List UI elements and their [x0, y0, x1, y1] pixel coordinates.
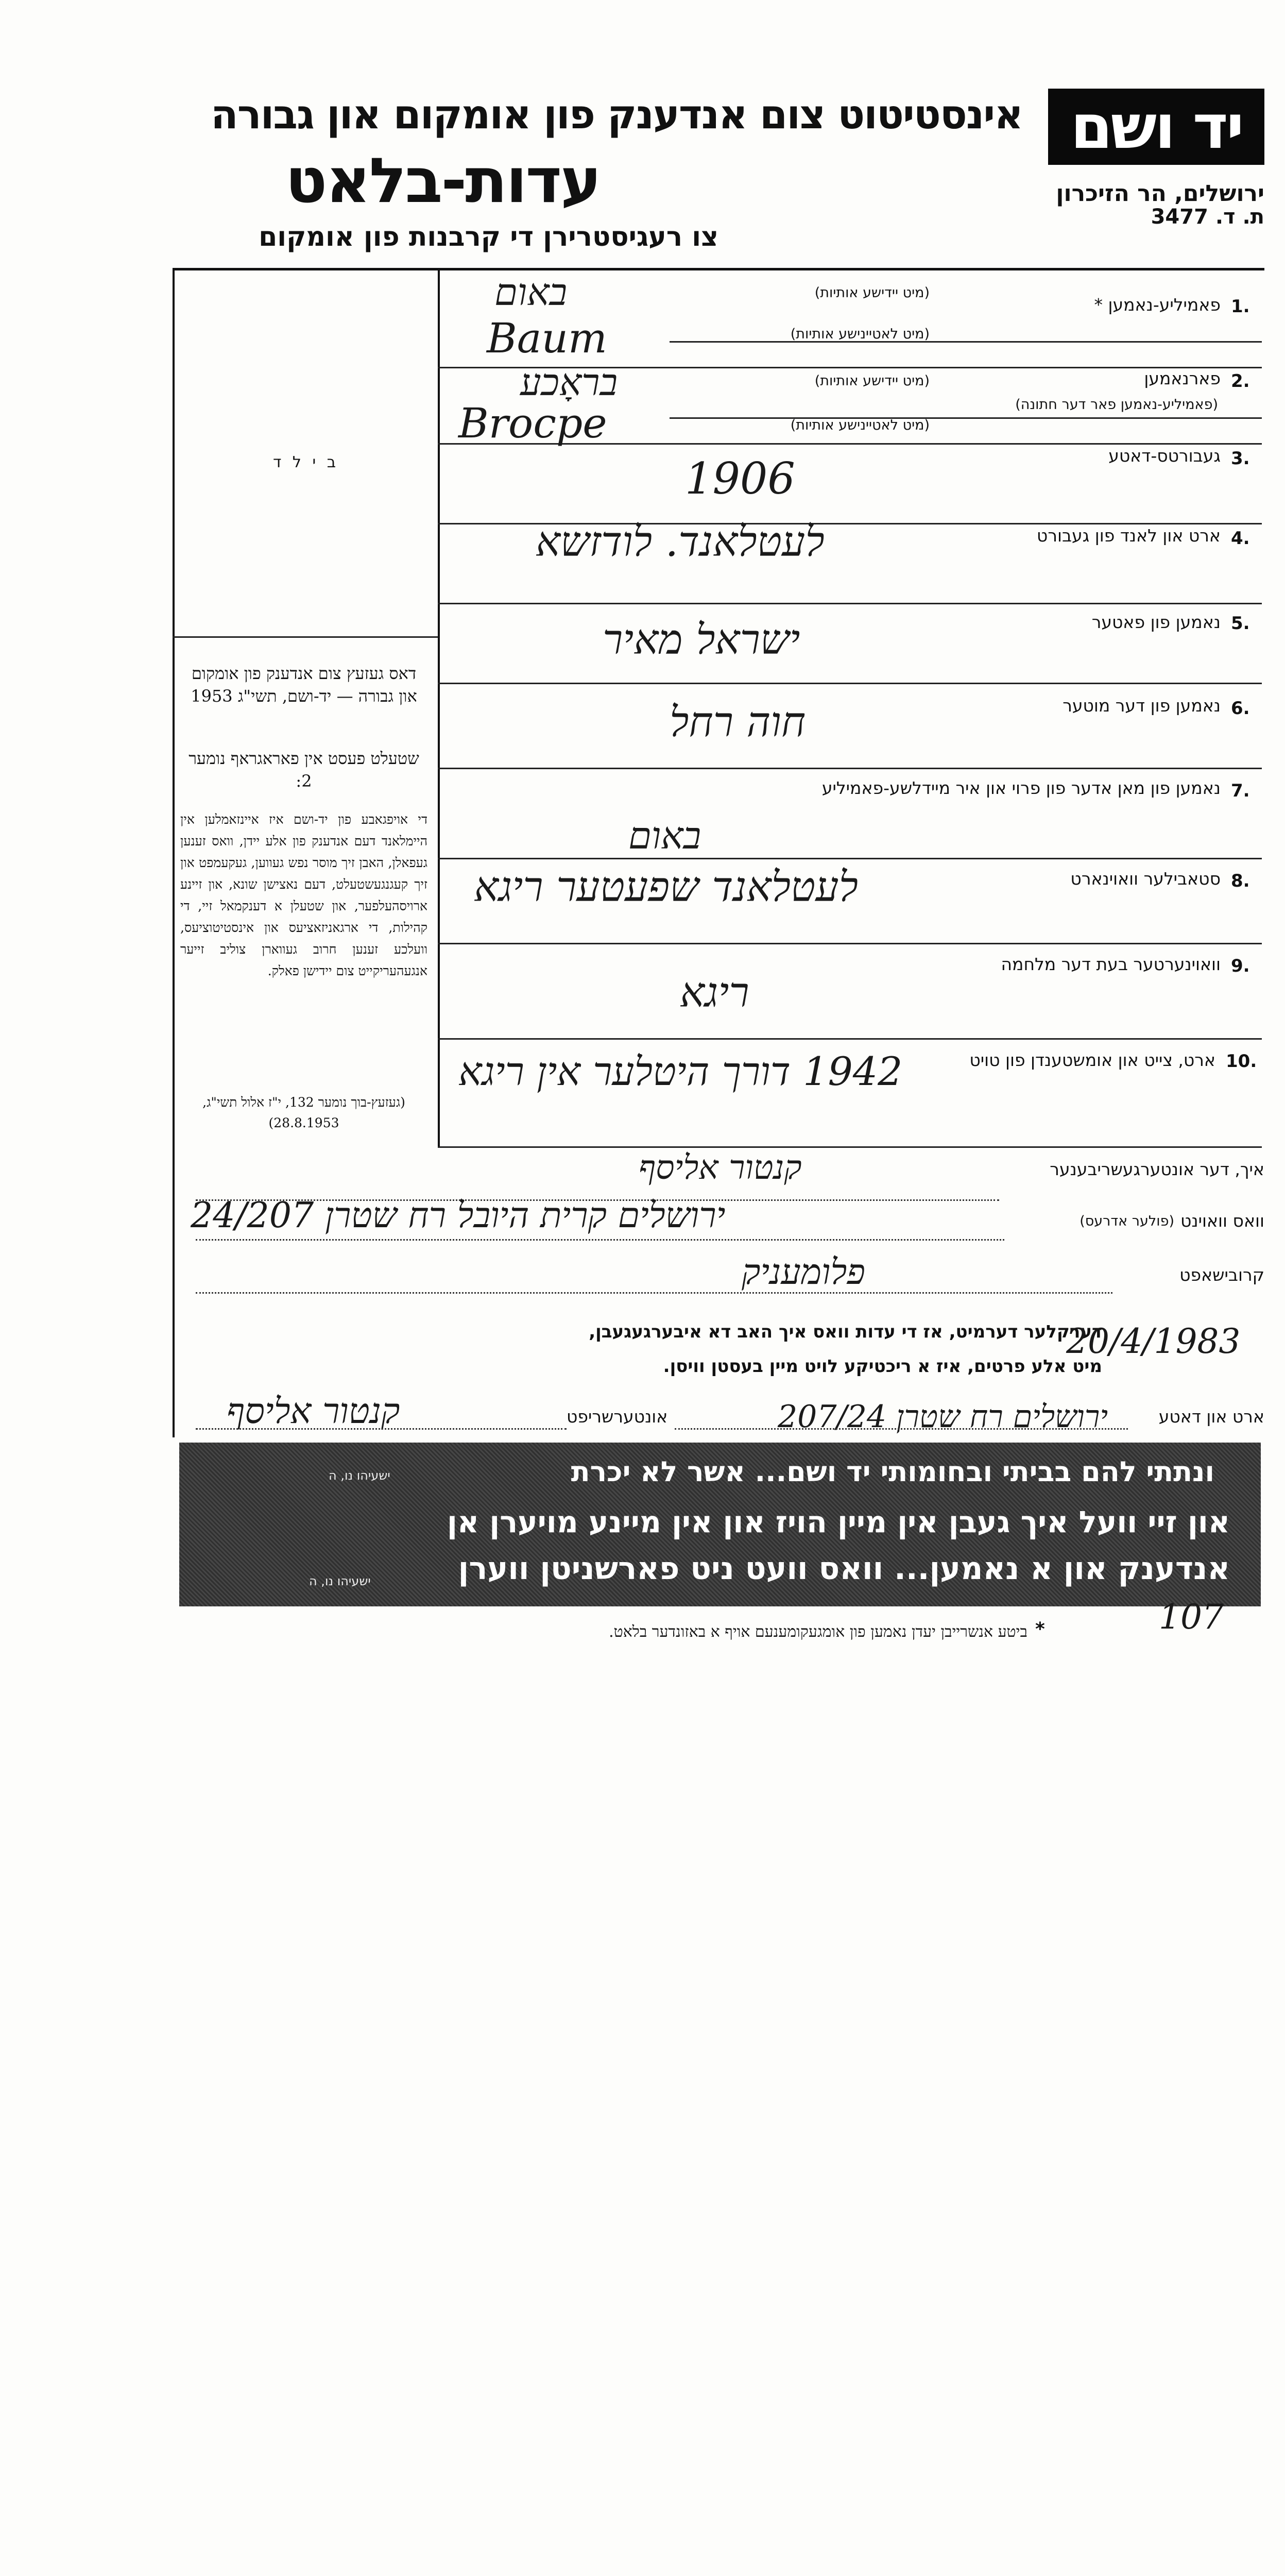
field-number: 5. [1231, 613, 1250, 634]
death-circumstances-value[interactable]: 1942 דורך היטלער אין ריגא [458, 1048, 903, 1094]
wartime-residence-value[interactable]: ריגא [680, 969, 749, 1016]
witness-name-value[interactable]: קנטור אליסף [639, 1149, 802, 1187]
field-number: 9. [1231, 956, 1250, 976]
field-number: 1. [1231, 296, 1250, 317]
hint-latin-letters: (מיט לאטיינישע אותיות) [790, 417, 930, 433]
father-name-value[interactable]: ישראל מאיר [603, 616, 800, 664]
field-number: 10. [1226, 1051, 1257, 1072]
law-reference: (געזעץ-בוך נומער 132, י"ז אלול תשי"ג, 28.8.1953) [202, 1095, 405, 1130]
field-label-birth-date: געבורטס-דאטע [1108, 446, 1221, 466]
field-number: 3. [1231, 448, 1250, 469]
field-label-father-name: נאמען פון פאטער [1091, 612, 1221, 632]
banner-line-2: און זיי וועל איך געבן אין מיין הויז און אין מיינע מויערן אן [447, 1504, 1230, 1539]
field-label-first-name: פארנאמען [1144, 368, 1221, 388]
row-separator [438, 943, 1262, 944]
field-label-birth-place: ארט און לאנד פון געבורט [1036, 526, 1221, 546]
banner-source-3-label: ישעיהו נו, ה [309, 1574, 371, 1588]
hint-yiddish-letters: (מיט יידישע אותיות) [814, 373, 930, 389]
banner-source-1: ישעיהו נו, ה [329, 1468, 390, 1483]
row-separator [438, 858, 1262, 859]
page-title: עדות-בלאט [285, 145, 600, 217]
dotted-line [196, 1292, 1112, 1294]
law-paragraph: שטעלט פעסט אין פאראגראף נומער 2: [189, 749, 419, 791]
dotted-line [675, 1428, 1128, 1430]
row-separator [670, 417, 1262, 419]
family-name-yiddish-value[interactable]: באום [494, 270, 568, 314]
dotted-line [196, 1428, 567, 1430]
witness-address-value[interactable]: ירושלים קרית היובל רח שטרן 24/207 [191, 1195, 726, 1236]
banner-line-1: ונתתי להם בביתי ובחומותי יד ושם... אשר לא יכרת [571, 1455, 1214, 1488]
first-name-latin-value[interactable]: Brocpe [458, 399, 607, 447]
mother-name-value[interactable]: חוה רחל [670, 698, 806, 746]
photo-box-bottom [173, 636, 438, 638]
row-separator [438, 1146, 1262, 1148]
footnote-asterisk: * [1035, 1619, 1045, 1640]
relation-value[interactable]: פלומעניק [742, 1252, 865, 1293]
field-number: 4. [1231, 528, 1250, 549]
field-number: 8. [1231, 871, 1250, 891]
field-number: 6. [1231, 698, 1250, 719]
photo-label: ב י ל ד [273, 453, 339, 471]
field-label-wartime-residence: וואוינערטער בעת דער מלחמה [1001, 954, 1221, 974]
place-date-label: ארט און דאטע [1158, 1406, 1264, 1427]
column-divider [438, 268, 440, 1146]
banner-line-3: אנדענק און א נאמען... וואס וועט ניט פארשניטן ווערן [458, 1551, 1230, 1587]
hint-latin-letters: (מיט לאטיינישע אותיות) [790, 326, 930, 342]
subtitle: צו רעגיסטרירן די קרבנות פון אומקום [259, 222, 718, 252]
place-date-value[interactable]: ירושלים רח שטרן 207/24 [778, 1399, 1108, 1435]
footnote: ביטע אנשרייבן יעדן נאמען פון אומגעקומענעם אויף א באזונדער בלאט. [609, 1623, 1027, 1641]
family-name-latin-value[interactable]: Baum [487, 314, 607, 362]
declaration-date-value[interactable]: 20/4/1983 [1066, 1321, 1241, 1361]
row-separator [438, 683, 1262, 684]
permanent-residence-value[interactable]: לעטלאנד שפעטער ריגא [474, 863, 859, 911]
hint-yiddish-letters: (מיט יידישע אותיות) [814, 285, 930, 301]
law-body: די אויפגאבע פון יד-ושם איז איינזאמלען אין היימלאנד דעם אנדענק פון אלע יידן, וואס זענען געפאלן, האבן זיך מוסר נפש געווען, געקעמפט און זיך קעגנגעשטעלט, דעם נאצישן שונא, און זיינע ארויסהעלפער, און שטעלן א דענקמאל זיי, די קהילות, די ארגאניזאציעס און אינסטיטוציעס, וועלכע זענען חרוב געווארן צוליב זייער אנגעהעריקייט צום יידישן פאלק. [180, 812, 427, 978]
law-intro: דאס געזעץ צום אנדענק פון אומקום און גבורה — יד-ושם, תשי"ג 1953 [191, 664, 417, 706]
birth-place-value[interactable]: לעטלאנד. לודזשא [536, 518, 825, 566]
relation-label: קרובישאפט [1179, 1265, 1264, 1285]
declaration-line-1: דערקלער דערמיט, אז די עדות וואס איך האב דא איבערגעגעבן, [589, 1321, 1102, 1342]
row-separator [438, 1038, 1262, 1040]
row-separator [438, 768, 1262, 769]
dotted-line [196, 1239, 1004, 1241]
row-separator [438, 603, 1262, 604]
birth-date-value[interactable]: 1906 [685, 453, 795, 504]
first-name-yiddish-value[interactable]: בראָכע [520, 361, 618, 404]
page-number: 107 [1159, 1597, 1224, 1637]
witness-address-note: (פולער אדרעס) [1080, 1213, 1174, 1229]
yad-vashem-logo: יד ושם [1048, 89, 1264, 165]
field-number: 7. [1231, 781, 1250, 801]
row-separator [670, 341, 1262, 343]
witness-name-label: איך, דער אונטערגעשריבענער [1050, 1159, 1264, 1179]
spouse-value[interactable]: באום [628, 814, 701, 857]
po-box: ת. ד. 3477 [1151, 205, 1264, 229]
signature-label: אונטערשריפט [567, 1406, 668, 1427]
field-label-family-name: פאמיליע-נאמען * [1094, 295, 1221, 315]
field-label-spouse: נאמען פון מאן אדער פון פרוי און איר מיידלשע-פאמיליע [821, 778, 1221, 798]
signature-value[interactable]: קנטור אליסף [227, 1391, 400, 1432]
institute-name: אינסטיטוט צום אנדענק פון אומקום און גבורה [211, 92, 1022, 138]
field-label-mother-name: נאמען פון דער מוטער [1063, 696, 1221, 716]
field-label-death-circumstances: ארט, צייט און אומשטענדן פון טויט [969, 1050, 1215, 1070]
declaration-line-2: מיט אלע פרטים, איז א ריכטיקע לויט מיין בעסטן וויסן. [663, 1356, 1102, 1377]
witness-address-label: וואס וואוינט [1180, 1211, 1264, 1231]
location-line: ירושלים, הר הזיכרון [1056, 180, 1264, 207]
field-number: 2. [1231, 371, 1250, 392]
field-label-permanent-residence: סטאבילער וואוינארט [1070, 869, 1221, 889]
maiden-name-note: (פאמיליע-נאמען פאר דער חתונה) [1015, 397, 1218, 413]
